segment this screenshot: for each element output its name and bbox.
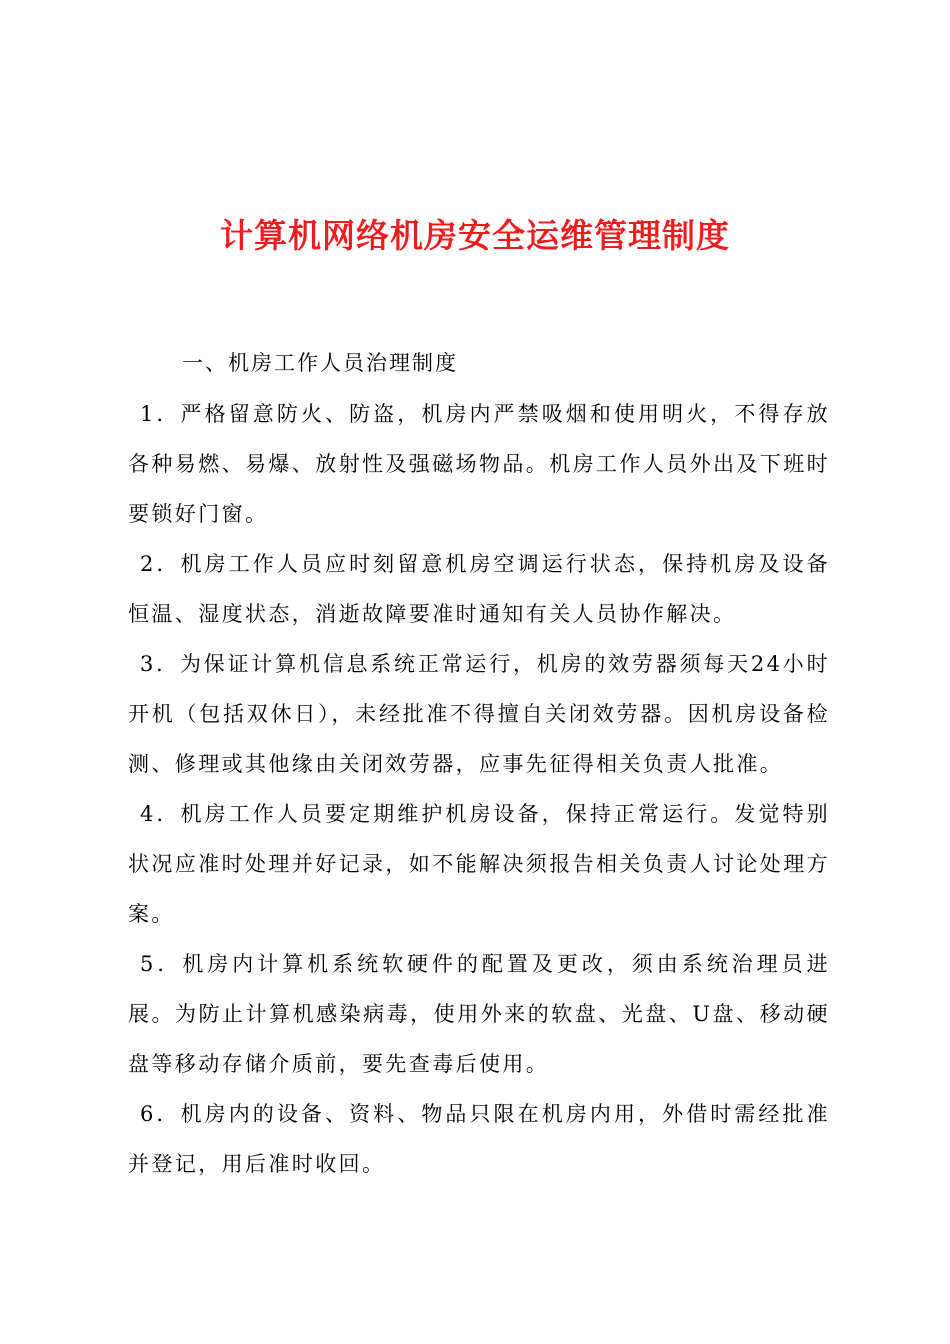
clause-number: 5． <box>140 952 183 976</box>
clause-text: 机房内计算机系统软硬件的配置及更改，须由系统治理员进展。为防止计算机感染病毒，使用外来的软盘、光盘、U盘、移动硬盘等移动存储介质前，要先查毒后使用。 <box>128 952 830 1076</box>
clause-5 <box>128 939 830 1089</box>
clause-number: 4． <box>140 802 181 826</box>
clause-3 <box>128 639 830 789</box>
clause-text: 机房工作人员应时刻留意机房空调运行状态，保持机房及设备恒温、湿度状态，消逝故障要准时通知有关人员协作解决。 <box>128 552 830 626</box>
clause-text: 为保证计算机信息系统正常运行，机房的效劳器须每天24小时开机（包括双休日），未经批准不得擅自关闭效劳器。因机房设备检测、修理或其他缘由关闭效劳器，应事先征得相关负责人批准。 <box>128 652 830 776</box>
clause-text: 严格留意防火、防盗，机房内严禁吸烟和使用明火，不得存放各种易燃、易爆、放射性及强磁场物品。机房工作人员外出及下班时要锁好门窗。 <box>128 402 830 526</box>
clause-text: 机房内的设备、资料、物品只限在机房内用，外借时需经批准并登记，用后准时收回。 <box>128 1102 830 1176</box>
clause-number: 6． <box>140 1102 181 1126</box>
clause-number: 2． <box>140 552 181 576</box>
document-body <box>128 338 830 1189</box>
clause-2 <box>128 539 830 639</box>
clause-6 <box>128 1089 830 1189</box>
clause-1 <box>128 389 830 539</box>
clause-number: 3． <box>140 652 180 676</box>
clause-4 <box>128 789 830 939</box>
document-title: 计算机网络机房安全运维管理制度 <box>220 216 730 255</box>
clause-number: 1． <box>140 402 181 426</box>
clause-text: 机房工作人员要定期维护机房设备，保持正常运行。发觉特别状况应准时处理并好记录，如不能解决须报告相关负责人讨论处理方案。 <box>128 802 830 926</box>
section-heading: 一、机房工作人员治理制度 <box>182 351 458 375</box>
